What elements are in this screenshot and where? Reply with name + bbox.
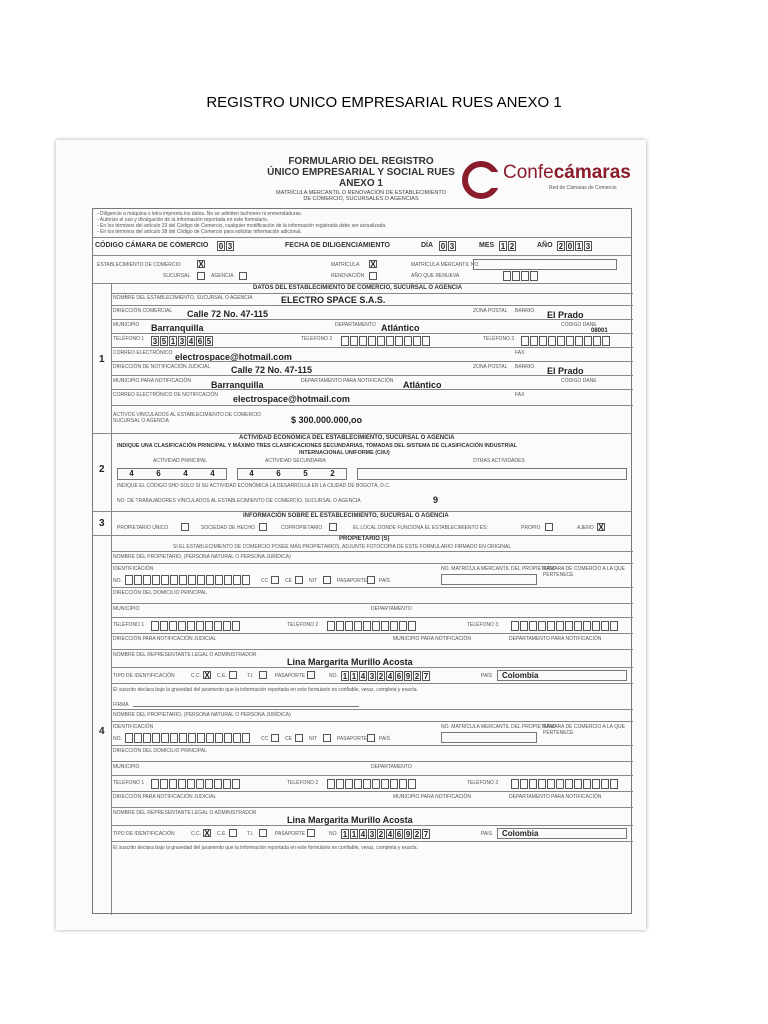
pais-field-2[interactable]: Colombia <box>497 828 627 839</box>
matricula-no-field[interactable] <box>473 259 617 270</box>
prop2-tel1[interactable] <box>151 779 241 789</box>
renovacion-checkbox[interactable] <box>369 272 377 280</box>
matricula-prop-field-2[interactable] <box>441 732 537 743</box>
cc-checkbox-1[interactable] <box>271 576 279 584</box>
matricula-checkbox[interactable]: X <box>370 260 376 269</box>
nit-checkbox-2[interactable] <box>323 734 331 742</box>
pasaporte-checkbox-2[interactable] <box>367 734 375 742</box>
page-title: REGISTRO UNICO EMPRESARIAL RUES ANEXO 1 <box>206 94 562 111</box>
prop1-tel3[interactable] <box>511 621 619 631</box>
departamento[interactable]: Atlántico <box>381 323 420 333</box>
copropiedad-checkbox[interactable] <box>329 523 337 531</box>
rep-name-1[interactable]: Lina Margarita Murillo Acosta <box>287 657 413 667</box>
direccion-comercial[interactable]: Calle 72 No. 47-115 <box>187 309 269 319</box>
telefono1-boxes[interactable]: 3 5 1 3 4 6 5 <box>152 337 212 346</box>
agencia-checkbox[interactable] <box>239 272 247 280</box>
id-boxes-1[interactable] <box>125 575 251 585</box>
year-boxes[interactable]: 2 0 1 3 <box>558 242 591 251</box>
form-heading: FORMULARIO DEL REGISTRO ÚNICO EMPRESARIAL Y SOCIAL RUES ANEXO 1 MATRÍCULA MERCANTIL O RENOVACIÓN DE ESTABLECIMIENTO DE COMERCIO, SUCURSALES O AGENCIAS <box>267 156 455 202</box>
logo-text-camaras: cámaras <box>553 162 631 183</box>
cc2-checkbox-1[interactable]: X <box>204 671 210 680</box>
section-1: 1 DATOS DEL ESTABLECIMIENTO DE COMERCIO, SUCURSAL O AGENCIA NOMBRE DEL ESTABLECIMIENTO, SUCURSAL O AGENCIA ELECTRO SPACE S.A.S. DIRECCIÓN COMERCIAL Calle 72 No. 47-115 ZONA POSTAL BARRIO El Prado MUNICIPIO Barranquilla DEPARTAMENTO Atlántico CÓDIGO DANE 08001 TELÉFONO 1 3 5 1 3 4 6 5 TELÉFONO 2 TELÉFONO 3 CORREO ELECTRÓNICO electrospace@hotmail.com FAX DIRECCIÓN DE NOTIFICACIÓN JUDICIAL Calle 72 No. 47-115 ZONA POSTAL BARRIO El Prado MUNICIPIO PARA NOTIFICACIÓN Barranquilla DEPARTAMENTO PARA NOTIFICACIÓN Atlántico CÓDIGO DANE CORREO ELECTRÓNICO DE NOTIFICACIÓN electrospace@hotmail.com FAX ACTIVOS VINCULADOS AL ESTABLECIMIENTO DE COMERCIO SUCURSAL O AGENCIA $ 300.000.000,oo <box>93 283 631 433</box>
ce-checkbox-1[interactable] <box>295 576 303 584</box>
activos-value[interactable]: $ 300.000.000,oo <box>291 415 363 425</box>
notif-correo[interactable]: electrospace@hotmail.com <box>233 394 350 404</box>
ce-checkbox-2[interactable] <box>295 734 303 742</box>
pais-field-1[interactable]: Colombia <box>497 670 627 681</box>
establecimiento-nombre[interactable]: ELECTRO SPACE S.A.S. <box>281 295 386 305</box>
nit-checkbox-1[interactable] <box>323 576 331 584</box>
day-boxes[interactable]: 0 3 <box>440 242 455 251</box>
notif-departamento[interactable]: Atlántico <box>403 380 442 390</box>
section-2: 2 ACTIVIDAD ECONÓMICA DEL ESTABLECIMIENTO, SUCURSAL O AGENCIA INDIQUE UNA CLASIFICACIÓN PRINCIPAL Y MÁXIMO TRES CLASIFICACIONES SECUNDARIAS, TOMADAS DEL SISTEMA DE CLASIFICACIÓN INDUSTRIAL INTERNACIONAL UNIFORME (CIIU) ACTIVIDAD PRINCIPAL ACTIVIDAD SECUNDARIA OTRAS ACTIVIDADES 4 6 4 4 4 6 5 2 INDIQUE EL CÓDIGO SHD SOLO SI SU ACTIVIDAD ECONÓMICA LA DESARROLLA EN LA CIUDAD DE BOGOTÁ, D.C. NO. DE TRABAJADORES VINCULADOS AL ESTABLECIMIENTO DE COMERCIO, SUCURSAL O AGENCIA 9 <box>93 433 631 511</box>
establecimiento-checkbox[interactable]: X <box>198 260 204 269</box>
prop1-tel2[interactable] <box>327 621 417 631</box>
instructions: - Diligencie a máquina o letra imprenta los datos. No se admiten tachones ni enmendaduras. - Autorizo el uso y divulgación de la información reportada en este formulario. - En los términos del artículo 33 del Código de Comercio, cualquier modificación de la información registrada debe ser actualizada. - En los términos del artículo 38 del Código de Comercio para solicitar información adicional. <box>97 211 387 235</box>
camara-code-boxes[interactable]: 0 3 <box>218 242 233 251</box>
form-body <box>92 208 632 914</box>
ce2-checkbox-2[interactable] <box>229 829 237 837</box>
rep-id-boxes-1[interactable]: 1 1 4 3 2 4 6 9 2 7 <box>342 672 429 681</box>
telefono2-boxes[interactable] <box>341 336 431 346</box>
rep-name-2[interactable]: Lina Margarita Murillo Acosta <box>287 815 413 825</box>
type-row: ESTABLECIMIENTO DE COMERCIO X SUCURSAL AGENCIA MATRÍCULA X RENOVACIÓN MATRÍCULA MERCANTIL NO. AÑO QUE RENUEVA <box>93 255 631 283</box>
cc-checkbox-2[interactable] <box>271 734 279 742</box>
codigo-dane[interactable]: 08001 <box>591 328 608 334</box>
ti-checkbox-1[interactable] <box>259 671 267 679</box>
propio-checkbox[interactable] <box>545 523 553 531</box>
confecamaras-logo <box>461 160 641 200</box>
logo-mark-icon <box>461 160 501 200</box>
telefono3-boxes[interactable] <box>521 336 611 346</box>
barrio[interactable]: El Prado <box>547 310 584 320</box>
sucursal-checkbox[interactable] <box>197 272 205 280</box>
sociedad-hecho-checkbox[interactable] <box>259 523 267 531</box>
pasaporte2-checkbox-2[interactable] <box>307 829 315 837</box>
month-boxes[interactable]: 1 2 <box>500 242 515 251</box>
notif-municipio[interactable]: Barranquilla <box>211 380 264 390</box>
section-3: 3 INFORMACIÓN SOBRE EL ESTABLECIMIENTO, SUCURSAL O AGENCIA PROPIETARIO ÚNICO SOCIEDAD DE HECHO COPROPIETARIO EL LOCAL DONDE FUNCIONA EL ESTABLECIMIENTO ES: PROPIO AJENO X <box>93 511 631 535</box>
ano-renueva-boxes[interactable] <box>503 271 539 281</box>
pasaporte-checkbox-1[interactable] <box>367 576 375 584</box>
prop1-tel1[interactable] <box>151 621 241 631</box>
cc2-checkbox-2[interactable]: X <box>204 829 210 838</box>
ciiu-principal[interactable]: 4 6 4 4 <box>117 468 227 480</box>
logo-tagline: Red de Cámaras de Comercio <box>549 185 617 191</box>
notif-direccion[interactable]: Calle 72 No. 47-115 <box>231 365 313 375</box>
logo-text-confe: Confe <box>503 162 554 183</box>
notif-barrio[interactable]: El Prado <box>547 366 584 376</box>
pasaporte2-checkbox-1[interactable] <box>307 671 315 679</box>
ti-checkbox-2[interactable] <box>259 829 267 837</box>
correo[interactable]: electrospace@hotmail.com <box>175 352 292 362</box>
prop2-tel3[interactable] <box>511 779 619 789</box>
ciiu-secundaria[interactable]: 4 6 5 2 <box>237 468 347 480</box>
municipio[interactable]: Barranquilla <box>151 323 204 333</box>
ce2-checkbox-1[interactable] <box>229 671 237 679</box>
ciiu-otras[interactable] <box>357 468 627 480</box>
header-row: CÓDIGO CÁMARA DE COMERCIO 0 3 FECHA DE DILIGENCIAMIENTO DÍA 0 3 MES 1 2 AÑO 2 0 1 3 <box>93 237 631 255</box>
matricula-prop-field-1[interactable] <box>441 574 537 585</box>
id-boxes-2[interactable] <box>125 733 251 743</box>
prop2-tel2[interactable] <box>327 779 417 789</box>
section-4: 4 PROPIETARIO (S) SI EL ESTABLECIMIENTO DE COMERCIO POSEE MÁS PROPIETARIOS, ADJUNTE FOTOCOPIA DE ESTE FORMULARIO FIRMADO EN ORIGINAL NOMBRE DEL PROPIETARIO, (PERSONA NATURAL O PERSONA JURÍDICA) IDENTIFICACIÓN NO. CC CE NIT PASAPORTE PAÍS NO. MATRÍCULA MERCANTIL DEL PROPIETARIO CÁMARA DE COMERCIO A LA QUE PERTENECE DIRECCIÓN DEL DOMICILIO PRINCIPAL MUNICIPIO DEPARTAMENTO TELÉFONO 1 TELÉFONO 2 TELÉFONO 3 DIRECCIÓN PARA NOTIFICACIÓN JUDICIAL MUNICIPIO PARA NOTIFICACIÓN DEPARTAMENTO PARA NOTIFICACIÓN NOMBRE DEL REPRESENTANTE LEGAL O ADMINISTRADOR Lina Margarita Murillo Acosta TIPO DE IDENTIFICACIÓN C.C. X C.E. T.I. PASAPORTE NO. 1 1 4 3 2 4 6 9 2 7 PAÍS Colombia El suscrito declara bajo la gravedad del juramento que la información reportada en este formulario es confiable, veraz, completa y exacta. FIRMA NOMBRE DEL PROPIETARIO, (PERSONA NATURAL O PERSONA JURÍDICA) IDENTIFICACIÓN NO. CC CE NIT PASAPORTE PAÍS NO. MATRÍCULA MERCANTIL DEL PROPIETARIO CÁMARA DE COMERCIO A LA QUE PERTENECE DIRECCIÓN DEL DOMICILIO PRINCIPAL MUNICIPIO DEPARTAMENTO TELÉFONO 1 TELÉFONO 2 TELÉFONO 3 DIRECCIÓN PARA NOTIFICACIÓN JUDICIAL MUNICIPIO PARA NOTIFICACIÓN DEPARTAMENTO PARA NOTIFICACIÓN NOMBRE DEL REPRESENTANTE LEGAL O ADMINISTRADOR Lina Margarita Murillo Acosta TIPO DE IDENTIFICACIÓN C.C. X C.E. T.I. PASAPORTE NO. 1 1 4 3 2 4 6 9 2 7 PAÍS Colombia El suscrito declara bajo la gravedad del juramento que la información reportada en este formulario es confiable, veraz, completa y exacta. <box>93 535 631 915</box>
trabajadores-value[interactable]: 9 <box>433 495 439 505</box>
ajeno-checkbox[interactable]: X <box>598 523 604 532</box>
rep-id-boxes-2[interactable]: 1 1 4 3 2 4 6 9 2 7 <box>342 830 429 839</box>
scanned-form <box>56 140 646 930</box>
propietario-unico-checkbox[interactable] <box>181 523 189 531</box>
